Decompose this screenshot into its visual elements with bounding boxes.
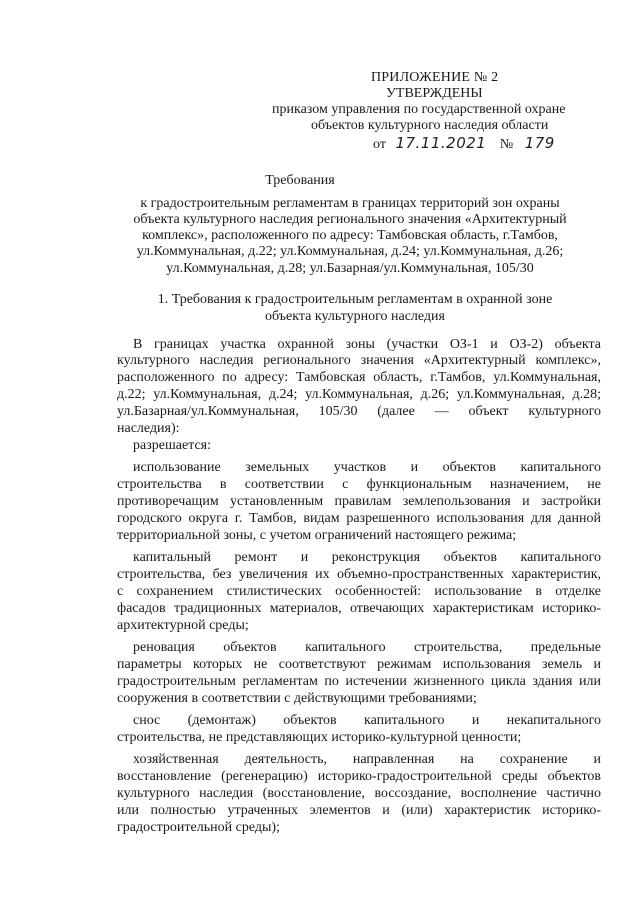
handwritten-number: 179 [524,134,555,152]
order-line-1: приказом управления по государственной охране [272,102,566,117]
body-line: городского округа г. Тамбов, видам разрешенного использования для данной [117,511,601,526]
order-date-line [373,135,555,153]
body-line: разрешается: [133,438,211,453]
title-line-2: объекта культурного наследия регионального значения «Архитектурный [133,212,567,227]
body-line: градостроительным регламентам по истечении жизненного цикла здания или [117,674,601,689]
body-line: использование земельных участков и объектов капитального [133,460,601,475]
order-line-2: объектов культурного наследия области [311,118,549,133]
body-line: хозяйственная деятельность, направленная на сохранение и [133,752,601,767]
approved-label: УТВЕРЖДЕНЫ [386,86,483,101]
body-line: культурного наследия регионального значения «Архитектурный комплекс», [117,353,601,368]
title-line-1: к градостроительным регламентам в границах территорий зон охраны [140,196,560,211]
body-line: с сохранением стилистических особенностей: использование в отделке [117,584,601,599]
document-title: Требования [265,173,335,188]
title-line-3: комплекс», расположенного по адресу: Тамбовская область, г.Тамбов, [142,228,558,243]
body-line: культурного наследия (восстановление, воссоздание, восполнение частично [117,786,601,801]
number-sign: № [499,137,514,152]
title-line-5: ул.Коммунальная, д.28; ул.Базарная/ул.Коммунальная, 105/30 [166,261,534,276]
body-line: строительства, без увеличения их объемно-пространственных характеристик, [117,567,601,582]
body-line: сооружения в соответствии с действующими требованиями; [117,691,477,706]
date-prefix: от [373,137,386,152]
body-line: реновация объектов капитального строительства, предельные [133,640,601,655]
appendix-label: ПРИЛОЖЕНИЕ № 2 [371,70,499,85]
section-heading-line-1: 1. Требования к градостроительным регламентам в охранной зоне [157,292,553,307]
body-line: В границах участка охранной зоны (участки ОЗ-1 и ОЗ-2) объекта [133,337,601,352]
body-line: наследия): [117,421,180,436]
body-line: градостроительной среды); [117,820,280,835]
body-line: восстановление (регенерацию) историко-градостроительной среды объектов [117,769,601,784]
body-line: д.22; ул.Коммунальная, д.24; ул.Коммунальная, д.26; ул.Коммунальная, д.28; [117,387,601,402]
section-heading-line-2: объекта культурного наследия [265,309,445,324]
body-line: территориальной зоны, с учетом ограничений настоящего режима; [117,528,517,543]
body-line: архитектурной среды; [117,618,249,633]
body-line: противоречащим установленным правилам землепользования и застройки [117,494,601,509]
body-line: или полностью утраченных элементов и (или) характеристик историко- [117,803,601,818]
body-line: фасадов традиционных материалов, отвечающих характеристикам историко- [117,601,601,616]
handwritten-date: 17.11.2021 [395,134,487,152]
body-line: снос (демонтаж) объектов капитального и некапитального [133,713,601,728]
body-line: параметры которых не соответствуют режимам использования земель и [117,657,601,672]
body-line: строительства, не представляющих историко-культурной ценности; [117,730,522,745]
title-line-4: ул.Коммунальная, д.22; ул.Коммунальная, д.24; ул.Коммунальная, д.26; [136,244,564,259]
body-line: капитальный ремонт и реконструкция объектов капитального [133,550,601,565]
body-line: строительства в соответствии с функциональным назначением, не [117,477,601,492]
body-line: расположенного по адресу: Тамбовская область, г.Тамбов, ул.Коммунальная, [117,370,601,385]
body-line: ул.Базарная/ул.Коммунальная, 105/30 (далее — объект культурного [117,404,601,419]
